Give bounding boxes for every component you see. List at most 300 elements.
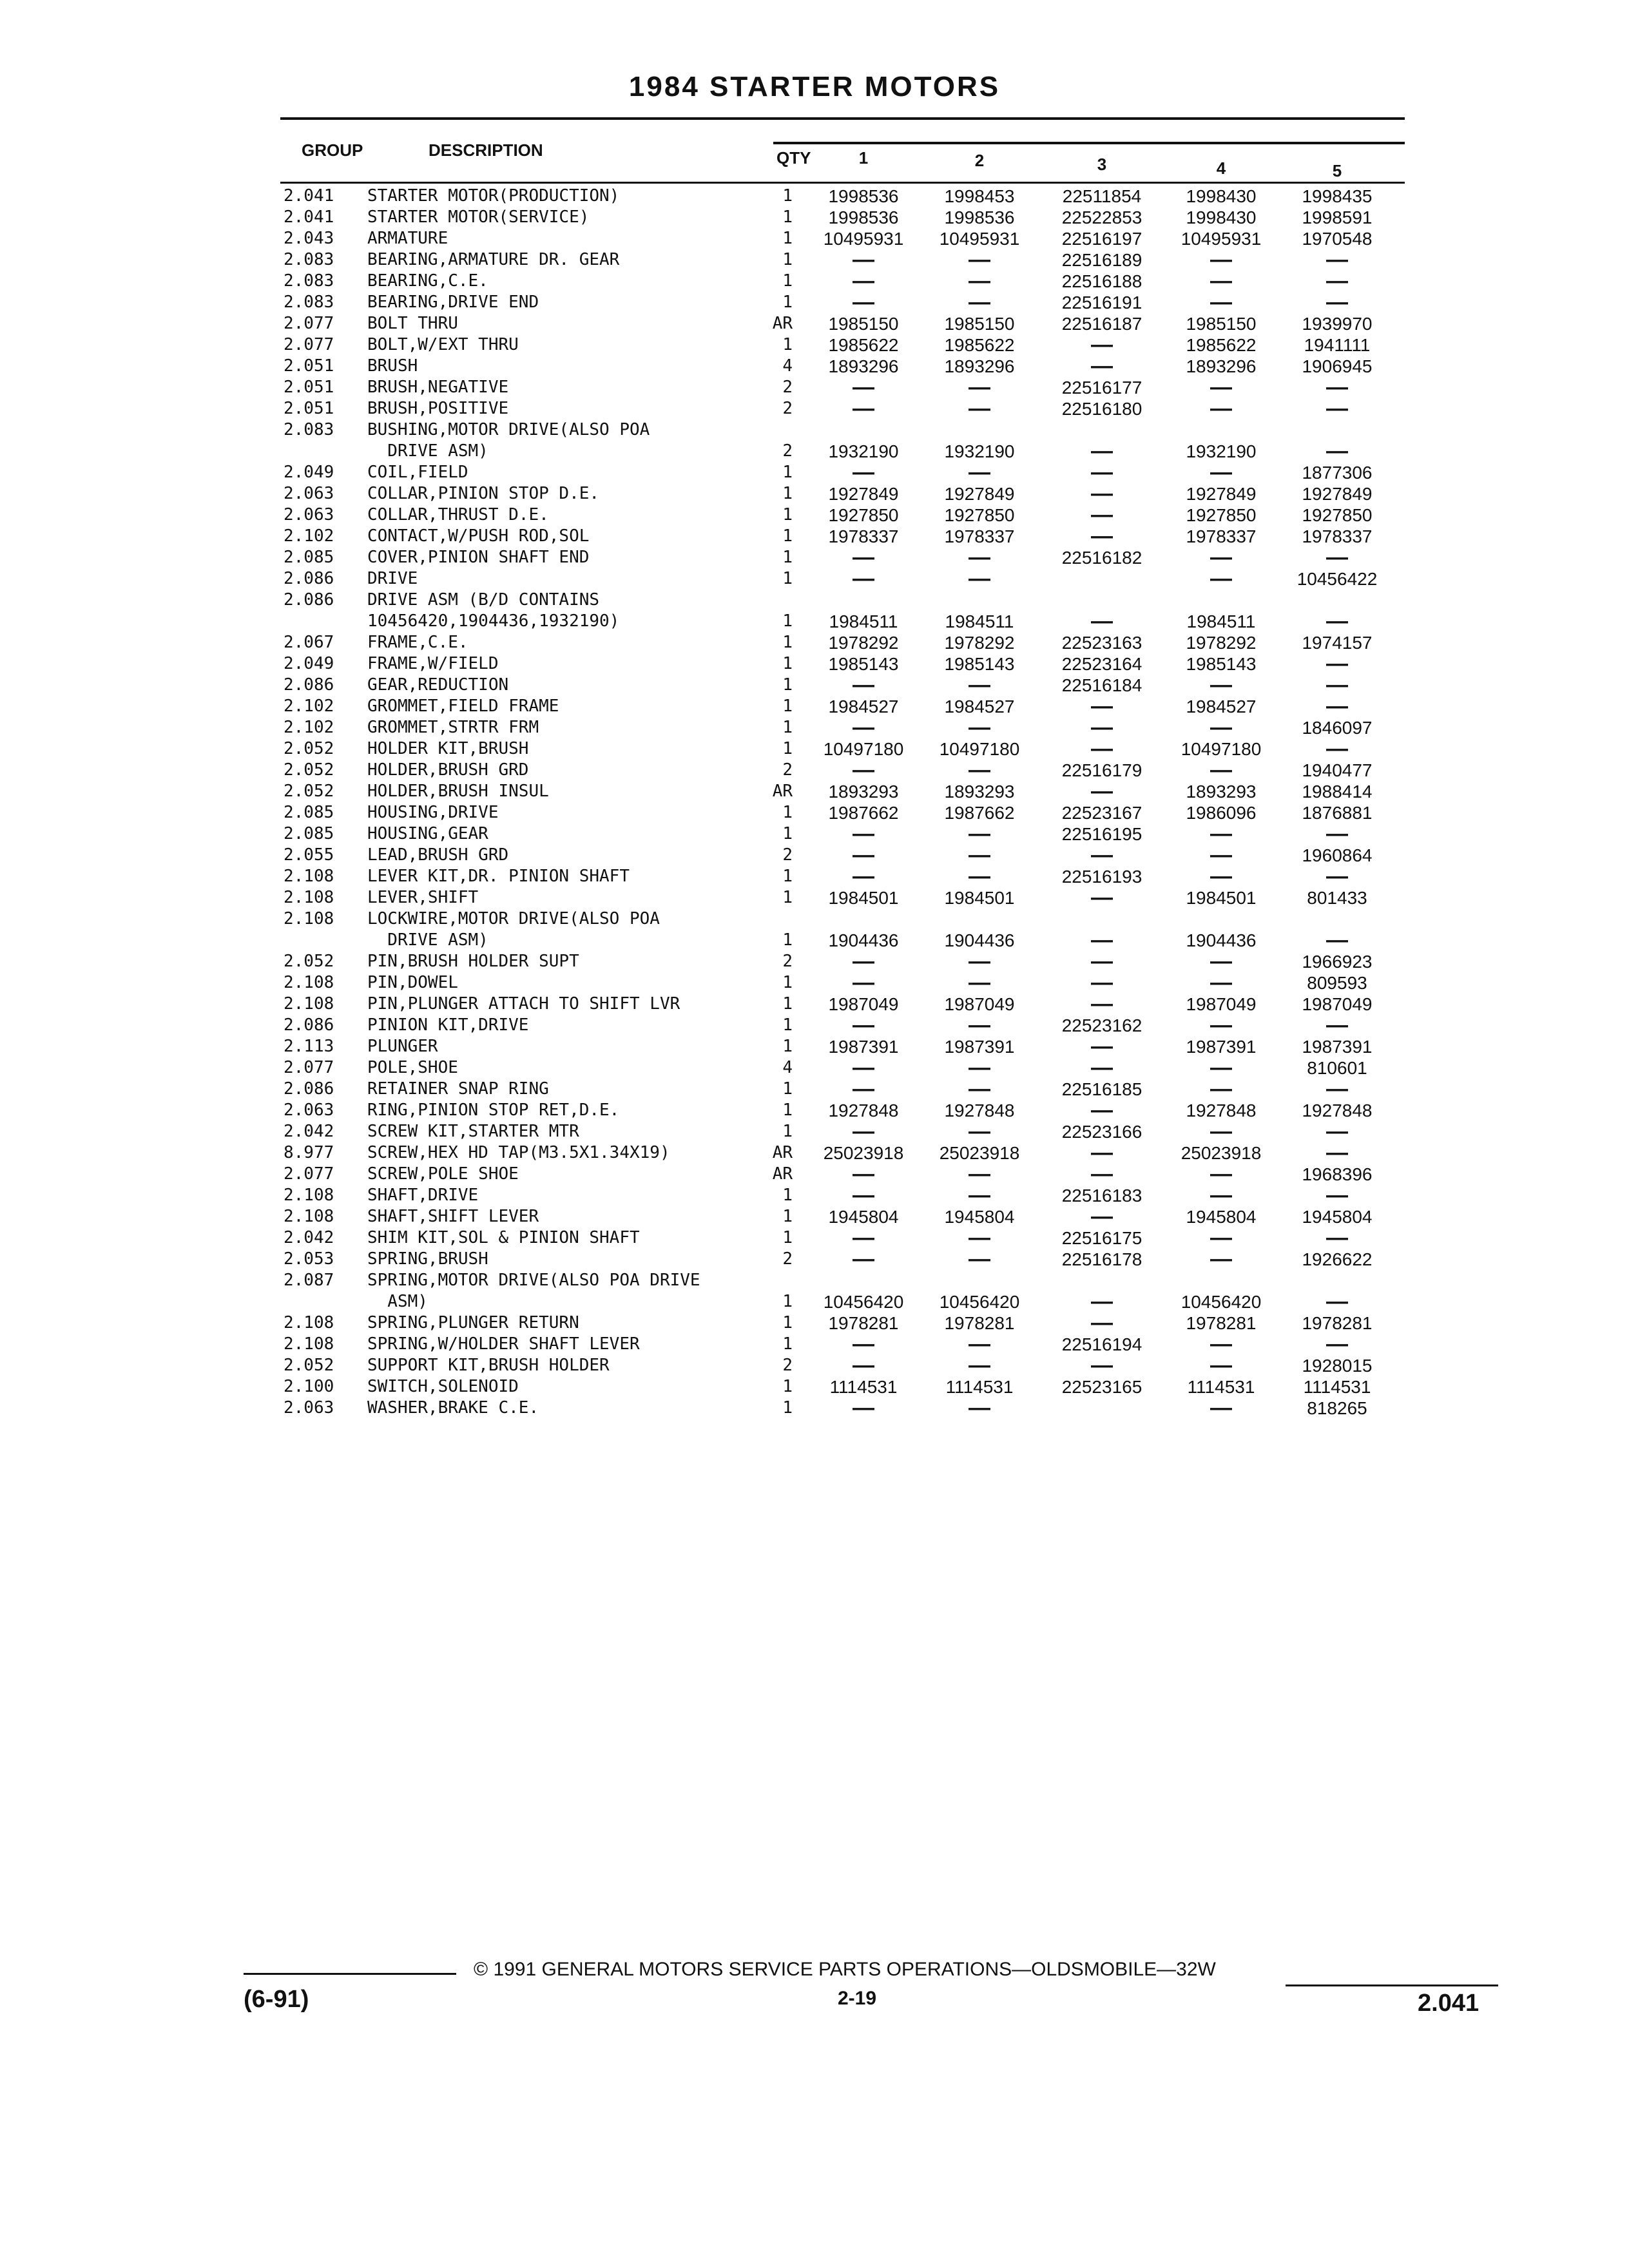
part-number-col-3: — — [1091, 885, 1113, 910]
part-number-col-1: — — [853, 247, 874, 272]
table-row — [0, 632, 1629, 653]
part-number-col-2: — — [969, 1119, 990, 1144]
table-row — [0, 1312, 1629, 1334]
part-number-col-3: — — [1091, 1162, 1113, 1186]
part-number-col-5: — — [1326, 651, 1348, 676]
part-number-col-2: — — [969, 843, 990, 867]
part-description: DRIVE ASM) — [367, 930, 488, 950]
part-description: POLE,SHOE — [367, 1058, 458, 1077]
part-number-col-2: — — [969, 1225, 990, 1250]
part-number-col-5: 1998435 — [1302, 186, 1373, 206]
part-number-col-4: — — [1210, 269, 1232, 293]
part-number-col-2: 1945804 — [944, 1207, 1015, 1227]
part-number-col-3: 22523165 — [1061, 1377, 1142, 1397]
part-qty: 2 — [782, 1249, 793, 1269]
part-qty: 1 — [782, 569, 793, 588]
part-description: COVER,PINION SHAFT END — [367, 548, 590, 567]
part-number-col-1: 1904436 — [828, 930, 899, 950]
part-number-col-1: — — [853, 1055, 874, 1080]
part-number-col-2: 1932190 — [944, 441, 1015, 461]
part-number-col-4: — — [1210, 1396, 1232, 1420]
part-number-col-4: — — [1210, 758, 1232, 782]
part-qty: 1 — [782, 1398, 793, 1418]
group-number: 2.052 — [284, 782, 334, 801]
column-header-2: 2 — [974, 151, 985, 170]
part-number-col-2: 1893296 — [944, 356, 1015, 376]
part-number-col-4: 1978292 — [1186, 633, 1257, 653]
part-qty: 1 — [782, 1207, 793, 1226]
part-number-col-2: — — [969, 758, 990, 782]
part-number-col-4: 1987391 — [1186, 1037, 1257, 1057]
part-number-col-1: 1932190 — [828, 441, 899, 461]
part-number-col-1: 1985143 — [828, 654, 899, 674]
part-number-col-1: 1985622 — [828, 335, 899, 355]
group-number: 2.052 — [284, 739, 334, 758]
table-row — [0, 1121, 1629, 1142]
part-qty: 1 — [782, 994, 793, 1014]
table-row — [0, 356, 1629, 377]
part-number-col-3: 22516177 — [1061, 378, 1142, 398]
table-row — [0, 505, 1629, 526]
part-number-col-5: 1974157 — [1302, 633, 1373, 653]
part-description: BUSHING,MOTOR DRIVE(ALSO POA — [367, 420, 650, 439]
part-description: BEARING,C.E. — [367, 271, 488, 291]
part-number-col-2: 10495931 — [939, 229, 1020, 249]
part-number-col-2: — — [969, 1353, 990, 1378]
part-number-col-4: — — [1210, 290, 1232, 314]
group-number: 2.049 — [284, 654, 334, 673]
part-number-col-3: — — [1091, 970, 1113, 995]
part-qty: 1 — [782, 271, 793, 291]
part-number-col-1: — — [853, 1013, 874, 1037]
part-description: 10456420,1904436,1932190) — [367, 611, 620, 631]
group-number: 2.063 — [284, 1398, 334, 1418]
group-number: 2.083 — [284, 250, 334, 269]
part-number-col-3: — — [1091, 524, 1113, 548]
table-row — [0, 526, 1629, 547]
part-qty: 1 — [782, 803, 793, 822]
table-row — [0, 1334, 1629, 1355]
table-row — [0, 1164, 1629, 1185]
part-description: LEVER KIT,DR. PINION SHAFT — [367, 867, 630, 886]
part-number-col-5: — — [1326, 375, 1348, 399]
part-number-col-1: — — [853, 758, 874, 782]
part-number-col-5: — — [1326, 247, 1348, 272]
part-description: STARTER MOTOR(PRODUCTION) — [367, 186, 620, 206]
part-number-col-4: — — [1210, 1353, 1232, 1378]
part-qty: 4 — [782, 1058, 793, 1077]
part-number-col-3: — — [1091, 503, 1113, 527]
part-number-col-5: 1927850 — [1302, 505, 1373, 525]
part-description: BEARING,DRIVE END — [367, 293, 539, 312]
table-row — [0, 930, 1629, 951]
part-number-col-5: 1927849 — [1302, 484, 1373, 504]
part-number-col-2: 1114531 — [945, 1377, 1014, 1397]
part-qty: 1 — [782, 1122, 793, 1141]
group-number: 8.977 — [284, 1143, 334, 1162]
part-number-col-1: 1927848 — [828, 1100, 899, 1120]
part-number-col-4: 1986096 — [1186, 803, 1257, 823]
part-number-col-3: — — [1091, 354, 1113, 378]
part-number-col-3: 22516195 — [1061, 824, 1142, 844]
part-number-col-3: 22516175 — [1061, 1228, 1142, 1248]
part-number-col-1: — — [853, 290, 874, 314]
part-number-col-4: 25023918 — [1181, 1143, 1262, 1163]
part-description: GEAR,REDUCTION — [367, 675, 509, 695]
group-number: 2.049 — [284, 463, 334, 482]
part-number-col-2: — — [969, 396, 990, 421]
part-description: LEVER,SHIFT — [367, 888, 479, 907]
group-number: 2.053 — [284, 1249, 334, 1269]
table-row — [0, 1291, 1629, 1312]
group-number: 2.108 — [284, 1186, 334, 1205]
part-number-col-3: — — [1091, 1098, 1113, 1122]
part-number-col-5: — — [1326, 609, 1348, 633]
part-qty: 1 — [782, 867, 793, 886]
part-description: PINION KIT,DRIVE — [367, 1015, 529, 1035]
part-qty: 1 — [782, 1186, 793, 1205]
part-number-col-2: — — [969, 1247, 990, 1271]
table-row — [0, 419, 1629, 441]
part-qty: 1 — [782, 463, 793, 482]
part-qty: 1 — [782, 739, 793, 758]
part-description: DRIVE — [367, 569, 418, 588]
part-number-col-2: 1985150 — [944, 314, 1015, 334]
part-number-col-2: 1927849 — [944, 484, 1015, 504]
table-row — [0, 908, 1629, 930]
part-qty: 1 — [782, 1100, 793, 1120]
part-number-col-1: — — [853, 1077, 874, 1101]
part-qty: 1 — [782, 633, 793, 652]
part-number-col-3: 22516182 — [1061, 548, 1142, 568]
part-number-col-2: 1927850 — [944, 505, 1015, 525]
part-number-col-5: 1941111 — [1304, 335, 1371, 355]
column-header-qty: QTY — [776, 148, 811, 168]
part-description: BEARING,ARMATURE DR. GEAR — [367, 250, 620, 269]
part-number-col-1: 25023918 — [823, 1143, 904, 1163]
group-number: 2.041 — [284, 207, 334, 227]
table-row — [0, 1376, 1629, 1398]
part-description: COLLAR,THRUST D.E. — [367, 505, 549, 524]
part-number-col-5: — — [1326, 736, 1348, 761]
part-number-col-5: 1927848 — [1302, 1100, 1373, 1120]
part-number-col-5: 1846097 — [1302, 718, 1373, 738]
part-number-col-5: 1987049 — [1302, 994, 1373, 1014]
part-number-col-3: — — [1091, 460, 1113, 485]
column-header-4: 4 — [1216, 159, 1226, 178]
part-qty: 1 — [782, 675, 793, 695]
group-number: 2.041 — [284, 186, 334, 206]
part-number-col-1: 1984527 — [828, 697, 899, 716]
part-number-col-2: — — [969, 375, 990, 399]
part-number-col-4: — — [1210, 864, 1232, 889]
part-description: HOLDER KIT,BRUSH — [367, 739, 529, 758]
part-number-col-3: — — [1091, 439, 1113, 463]
part-number-col-5: — — [1326, 673, 1348, 697]
group-number: 2.086 — [284, 1015, 334, 1035]
part-number-col-4: — — [1210, 822, 1232, 846]
part-number-col-5: 1978281 — [1302, 1313, 1373, 1333]
table-row — [0, 547, 1629, 568]
table-row — [0, 483, 1629, 505]
part-number-col-1: 1998536 — [828, 186, 899, 206]
part-description: RETAINER SNAP RING — [367, 1079, 549, 1099]
part-number-col-3: 22516180 — [1061, 399, 1142, 419]
part-number-col-5: — — [1326, 1013, 1348, 1037]
part-number-col-1: — — [853, 1247, 874, 1271]
group-number: 2.108 — [284, 909, 334, 928]
table-row — [0, 1355, 1629, 1376]
part-number-col-2: 1987391 — [944, 1037, 1015, 1057]
part-number-col-2: 1987662 — [944, 803, 1015, 823]
part-description: SWITCH,SOLENOID — [367, 1377, 519, 1396]
part-number-col-4: — — [1210, 1077, 1232, 1101]
part-number-col-4: — — [1210, 1332, 1232, 1356]
column-header-3: 3 — [1097, 155, 1107, 174]
part-description: SCREW,HEX HD TAP(M3.5X1.34X19) — [367, 1143, 670, 1162]
part-number-col-4: — — [1210, 715, 1232, 740]
group-number: 2.063 — [284, 1100, 334, 1120]
part-number-col-4: — — [1210, 673, 1232, 697]
part-number-col-2: 1987049 — [944, 994, 1015, 1014]
header-top-rule-right — [773, 142, 1405, 144]
part-qty: 1 — [782, 207, 793, 227]
part-description: PLUNGER — [367, 1037, 438, 1056]
part-number-col-3: 22523166 — [1061, 1122, 1142, 1142]
part-qty: AR — [772, 314, 793, 333]
part-qty: 1 — [782, 1334, 793, 1354]
group-number: 2.055 — [284, 845, 334, 865]
part-qty: 1 — [782, 484, 793, 503]
part-number-col-4: — — [1210, 247, 1232, 272]
part-number-col-1: — — [853, 566, 874, 591]
part-number-col-3: 22516197 — [1061, 229, 1142, 249]
table-row — [0, 717, 1629, 738]
part-qty: 1 — [782, 930, 793, 950]
part-description: SCREW KIT,STARTER MTR — [367, 1122, 579, 1141]
group-number: 2.102 — [284, 718, 334, 737]
part-number-col-4: 1927848 — [1186, 1100, 1257, 1120]
part-number-col-4: 1985150 — [1186, 314, 1257, 334]
part-number-col-2: — — [969, 1396, 990, 1420]
part-description: HOUSING,DRIVE — [367, 803, 499, 822]
part-number-col-2: — — [969, 715, 990, 740]
table-row — [0, 760, 1629, 781]
part-number-col-3: — — [1091, 949, 1113, 974]
part-number-col-1: 1978292 — [828, 633, 899, 653]
part-number-col-3: — — [1091, 694, 1113, 718]
part-number-col-1: 1984511 — [829, 611, 898, 631]
part-number-col-5: — — [1326, 864, 1348, 889]
part-number-col-1: 1984501 — [828, 888, 899, 908]
part-number-col-5: 1960864 — [1302, 845, 1373, 865]
footer-rule-left — [244, 1973, 456, 1975]
part-description: CONTACT,W/PUSH ROD,SOL — [367, 526, 590, 546]
part-number-col-5: 1876881 — [1302, 803, 1373, 823]
part-qty: AR — [772, 1164, 793, 1184]
part-number-col-2: — — [969, 460, 990, 485]
part-number-col-2: — — [969, 1077, 990, 1101]
part-number-col-4: 1927849 — [1186, 484, 1257, 504]
group-number: 2.085 — [284, 824, 334, 843]
part-number-col-4: 1893293 — [1186, 782, 1257, 802]
part-number-col-1: — — [853, 949, 874, 974]
part-number-col-5: 1998591 — [1302, 207, 1373, 227]
group-number: 2.043 — [284, 229, 334, 248]
part-number-col-5: — — [1326, 1289, 1348, 1314]
part-description: FRAME,W/FIELD — [367, 654, 499, 673]
part-number-col-5: — — [1326, 545, 1348, 570]
part-qty: 2 — [782, 952, 793, 971]
part-description: LEAD,BRUSH GRD — [367, 845, 509, 865]
part-number-col-4: — — [1210, 1013, 1232, 1037]
part-description: BRUSH — [367, 356, 418, 376]
part-number-col-4: — — [1210, 1055, 1232, 1080]
part-description: SPRING,PLUNGER RETURN — [367, 1313, 579, 1332]
table-row — [0, 887, 1629, 908]
part-number-col-1: — — [853, 822, 874, 846]
part-description: SPRING,MOTOR DRIVE(ALSO POA DRIVE — [367, 1271, 700, 1290]
part-number-col-5: 1987391 — [1302, 1037, 1373, 1057]
part-number-col-5: 1945804 — [1302, 1207, 1373, 1227]
part-description: SCREW,POLE SHOE — [367, 1164, 519, 1184]
table-row — [0, 738, 1629, 760]
part-number-col-3: — — [1091, 779, 1113, 803]
part-number-col-3: 22523164 — [1061, 654, 1142, 674]
part-number-col-3: 22516178 — [1061, 1249, 1142, 1269]
part-number-col-2: 1985143 — [944, 654, 1015, 674]
part-qty: 2 — [782, 1356, 793, 1375]
table-row — [0, 313, 1629, 334]
part-number-col-3: 22522853 — [1061, 207, 1142, 227]
part-number-col-5: 1906945 — [1302, 356, 1373, 376]
group-number: 2.077 — [284, 1058, 334, 1077]
group-number: 2.108 — [284, 867, 334, 886]
part-qty: 1 — [782, 229, 793, 248]
part-number-col-5: 1978337 — [1302, 526, 1373, 546]
part-number-col-1: — — [853, 269, 874, 293]
part-number-col-4: — — [1210, 396, 1232, 421]
part-number-col-5: 1114531 — [1303, 1377, 1371, 1397]
part-number-col-4: 10456420 — [1181, 1292, 1262, 1312]
footer-copyright: © 1991 GENERAL MOTORS SERVICE PARTS OPERATIONS—OLDSMOBILE—32W — [474, 1959, 1216, 1980]
group-number: 2.108 — [284, 994, 334, 1014]
part-qty: 1 — [782, 548, 793, 567]
part-number-col-1: — — [853, 673, 874, 697]
table-row — [0, 1398, 1629, 1419]
part-number-col-2: — — [969, 269, 990, 293]
part-number-col-4: 1998430 — [1186, 186, 1257, 206]
part-number-col-4: 1978337 — [1186, 526, 1257, 546]
part-number-col-1: — — [853, 1162, 874, 1186]
part-number-col-4: 1985143 — [1186, 654, 1257, 674]
part-number-col-5: — — [1326, 1077, 1348, 1101]
part-number-col-3: — — [1091, 1140, 1113, 1165]
part-number-col-3: 22516189 — [1061, 250, 1142, 270]
part-number-col-3: 22516194 — [1061, 1334, 1142, 1354]
group-number: 2.108 — [284, 1207, 334, 1226]
part-description: COLLAR,PINION STOP D.E. — [367, 484, 600, 503]
part-number-col-1: 1945804 — [828, 1207, 899, 1227]
part-number-col-2: — — [969, 247, 990, 272]
part-number-col-2: — — [969, 949, 990, 974]
part-number-col-4: — — [1210, 1183, 1232, 1207]
part-number-col-3: — — [1091, 1034, 1113, 1059]
part-description: SHAFT,SHIFT LEVER — [367, 1207, 539, 1226]
table-row — [0, 1206, 1629, 1227]
part-number-col-3: 22516179 — [1061, 760, 1142, 780]
table-row — [0, 823, 1629, 845]
group-number: 2.052 — [284, 1356, 334, 1375]
part-number-col-1: — — [853, 396, 874, 421]
part-number-col-4: 1927850 — [1186, 505, 1257, 525]
group-number: 2.042 — [284, 1228, 334, 1247]
group-number: 2.086 — [284, 590, 334, 610]
part-number-col-4: — — [1210, 375, 1232, 399]
part-number-col-2: 1998536 — [944, 207, 1015, 227]
part-qty: 1 — [782, 1292, 793, 1311]
part-description: COIL,FIELD — [367, 463, 468, 482]
part-description: PIN,BRUSH HOLDER SUPT — [367, 952, 579, 971]
part-qty: 1 — [782, 1037, 793, 1056]
part-number-col-3: 22523167 — [1061, 803, 1142, 823]
part-number-col-1: 1893293 — [828, 782, 899, 802]
part-number-col-5: — — [1326, 1183, 1348, 1207]
group-number: 2.083 — [284, 271, 334, 291]
part-number-col-1: — — [853, 545, 874, 570]
part-number-col-2: — — [969, 673, 990, 697]
part-number-col-2: 1978337 — [944, 526, 1015, 546]
part-number-col-4: 1984511 — [1186, 611, 1256, 631]
part-number-col-1: 10497180 — [823, 739, 904, 759]
part-number-col-4: 1998430 — [1186, 207, 1257, 227]
part-number-col-1: 10456420 — [823, 1292, 904, 1312]
part-number-col-2: — — [969, 566, 990, 591]
part-number-col-1: — — [853, 375, 874, 399]
table-row — [0, 568, 1629, 590]
part-number-col-3: — — [1091, 332, 1113, 357]
part-description: ASM) — [367, 1292, 428, 1311]
part-number-col-2: 1984501 — [944, 888, 1015, 908]
column-header-1: 1 — [858, 148, 869, 168]
part-number-col-5: 10456422 — [1296, 569, 1378, 589]
group-number: 2.085 — [284, 803, 334, 822]
part-number-col-5: 1966923 — [1302, 952, 1373, 972]
part-number-col-5: 818265 — [1307, 1398, 1367, 1418]
part-number-col-1: 1978281 — [828, 1313, 899, 1333]
part-qty: 1 — [782, 186, 793, 206]
part-number-col-1: — — [853, 460, 874, 485]
part-number-col-2: 1978292 — [944, 633, 1015, 653]
part-number-col-1: 1114531 — [829, 1377, 898, 1397]
group-number: 2.085 — [284, 548, 334, 567]
part-number-col-1: 1987662 — [828, 803, 899, 823]
part-number-col-3: — — [1091, 736, 1113, 761]
part-description: PIN,PLUNGER ATTACH TO SHIFT LVR — [367, 994, 680, 1014]
table-row — [0, 781, 1629, 802]
table-row — [0, 1270, 1629, 1291]
part-qty: 2 — [782, 760, 793, 780]
part-number-col-2: 1984527 — [944, 697, 1015, 716]
group-number: 2.077 — [284, 314, 334, 333]
table-row — [0, 292, 1629, 313]
part-number-col-2: 25023918 — [939, 1143, 1020, 1163]
part-description: BRUSH,NEGATIVE — [367, 378, 509, 397]
part-number-col-3: 22516185 — [1061, 1079, 1142, 1099]
part-number-col-4: — — [1210, 1247, 1232, 1271]
part-number-col-1: — — [853, 1332, 874, 1356]
part-description: HOLDER,BRUSH INSUL — [367, 782, 549, 801]
